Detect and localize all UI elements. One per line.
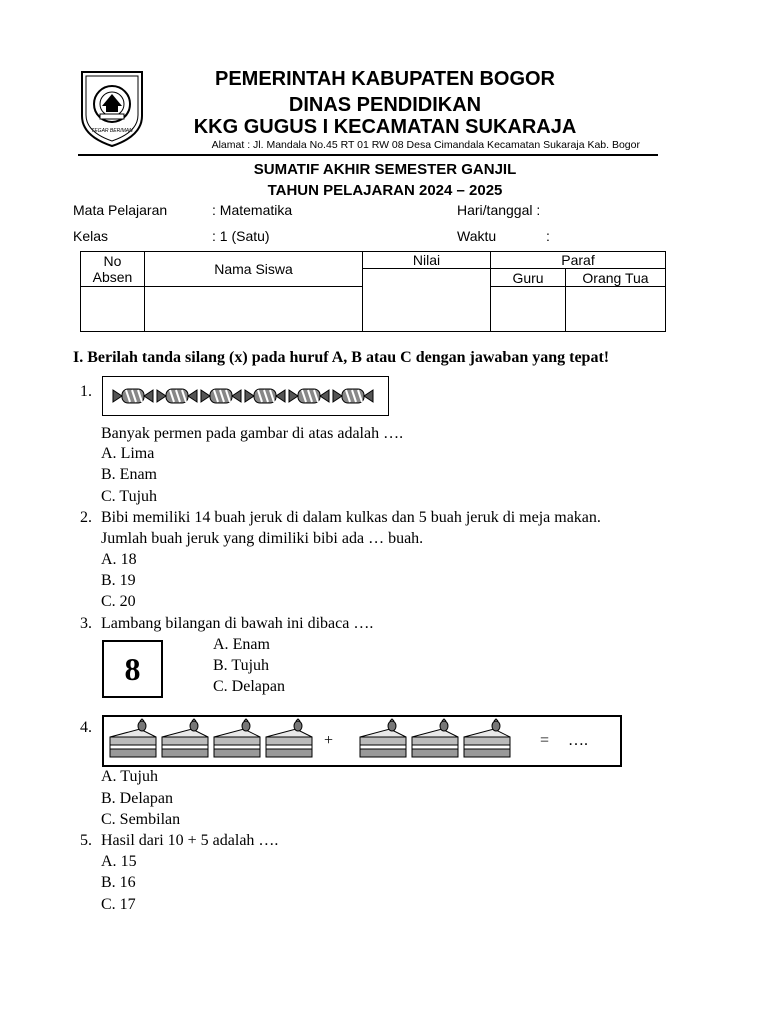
cell-nilai[interactable] <box>363 269 491 332</box>
time-label: Waktu <box>457 228 497 244</box>
cell-paraf-guru[interactable] <box>491 287 566 332</box>
candy-icon <box>333 389 373 403</box>
candy-icon <box>245 389 285 403</box>
cell-nama-siswa[interactable] <box>145 287 363 332</box>
answer-dots: …. <box>568 732 588 749</box>
q2-number: 2. <box>80 509 92 526</box>
cake-slice-icon <box>162 719 208 757</box>
q2-option-a[interactable]: A. 18 <box>101 551 137 568</box>
plus-sign: + <box>324 732 334 749</box>
candy-picture <box>102 376 389 416</box>
q1-option-b[interactable]: B. Enam <box>101 466 157 483</box>
q3-text: Lambang bilangan di bawah ini dibaca …. <box>101 615 374 632</box>
identity-table <box>80 251 665 332</box>
candy-row <box>103 377 388 415</box>
subject-value: : Matematika <box>212 202 293 218</box>
header-paraf: Paraf <box>491 252 666 269</box>
q5-text: Hasil dari 10 + 5 adalah …. <box>101 832 279 849</box>
address: Alamat : Jl. Mandala No.45 RT 01 RW 08 Desa Cimandala Kecamatan Sukaraja Kab. Bogor <box>211 139 640 151</box>
q3-option-b[interactable]: B. Tujuh <box>213 657 270 674</box>
q3-option-c[interactable]: C. Delapan <box>213 678 285 695</box>
header-nama-siswa: Nama Siswa <box>145 252 363 287</box>
q2-option-c[interactable]: C. 20 <box>101 593 136 610</box>
equals-sign: = <box>540 732 550 749</box>
q2-option-b[interactable]: B. 19 <box>101 572 136 589</box>
bogor-emblem-icon <box>76 68 148 150</box>
q3-option-a[interactable]: A. Enam <box>213 636 270 653</box>
q4-option-c[interactable]: C. Sembilan <box>101 811 181 828</box>
logo-motto: TEGAR BERIMAN <box>91 128 133 134</box>
candy-icon <box>201 389 241 403</box>
q1-option-c[interactable]: C. Tujuh <box>101 488 158 505</box>
cake-slice-icon <box>464 719 510 757</box>
class-value: : 1 (Satu) <box>212 228 270 244</box>
cell-no-absen[interactable] <box>81 287 145 332</box>
header-guru: Guru <box>491 269 566 287</box>
q5-option-b[interactable]: B. 16 <box>101 874 136 891</box>
q4-option-b[interactable]: B. Delapan <box>101 790 173 807</box>
q4-number: 4. <box>80 719 92 736</box>
header-orang-tua: Orang Tua <box>566 269 666 287</box>
cell-paraf-orang-tua[interactable] <box>566 287 666 332</box>
header-nilai: Nilai <box>363 252 491 269</box>
q1-option-a[interactable]: A. Lima <box>101 445 155 462</box>
q1-text: Banyak permen pada gambar di atas adalah …. <box>101 425 404 442</box>
cake-slice-icon <box>412 719 458 757</box>
numeral-box: 8 <box>102 640 163 698</box>
cake-slice-icon <box>110 719 156 757</box>
time-colon: : <box>546 228 550 244</box>
kop-line-3: KKG GUGUS I KECAMATAN SUKARAJA <box>193 116 577 138</box>
q4-option-a[interactable]: A. Tujuh <box>101 768 158 785</box>
class-label: Kelas <box>73 228 109 244</box>
q3-number: 3. <box>80 615 92 632</box>
q5-option-c[interactable]: C. 17 <box>101 896 136 913</box>
header-no-absen: No Absen <box>81 252 145 287</box>
candy-icon <box>289 389 329 403</box>
q1-number: 1. <box>80 383 92 400</box>
cake-slice-icon <box>214 719 260 757</box>
subject-label: Mata Pelajaran <box>73 202 168 218</box>
school-logo <box>76 68 148 150</box>
date-label: Hari/tanggal : <box>457 202 541 218</box>
cake-addition-picture <box>102 715 622 767</box>
candy-icon <box>157 389 197 403</box>
q2-text-line1: Bibi memiliki 14 buah jeruk di dalam kulkas dan 5 buah jeruk di meja makan. <box>101 509 601 526</box>
q5-number: 5. <box>80 832 92 849</box>
exam-title: SUMATIF AKHIR SEMESTER GANJIL <box>253 161 517 178</box>
instructions: I. Berilah tanda silang (x) pada huruf A, B atau C dengan jawaban yang tepat! <box>73 349 610 366</box>
candy-icon <box>113 389 153 403</box>
q2-text-line2: Jumlah buah jeruk yang dimiliki bibi ada … buah. <box>101 530 424 547</box>
cake-slice-icon <box>266 719 312 757</box>
cake-slice-icon <box>360 719 406 757</box>
exam-year: TAHUN PELAJARAN 2024 – 2025 <box>267 182 503 199</box>
kop-line-2: DINAS PENDIDIKAN <box>288 94 482 116</box>
q5-option-a[interactable]: A. 15 <box>101 853 137 870</box>
header-divider <box>78 154 658 156</box>
kop-line-1: PEMERINTAH KABUPATEN BOGOR <box>215 68 555 90</box>
